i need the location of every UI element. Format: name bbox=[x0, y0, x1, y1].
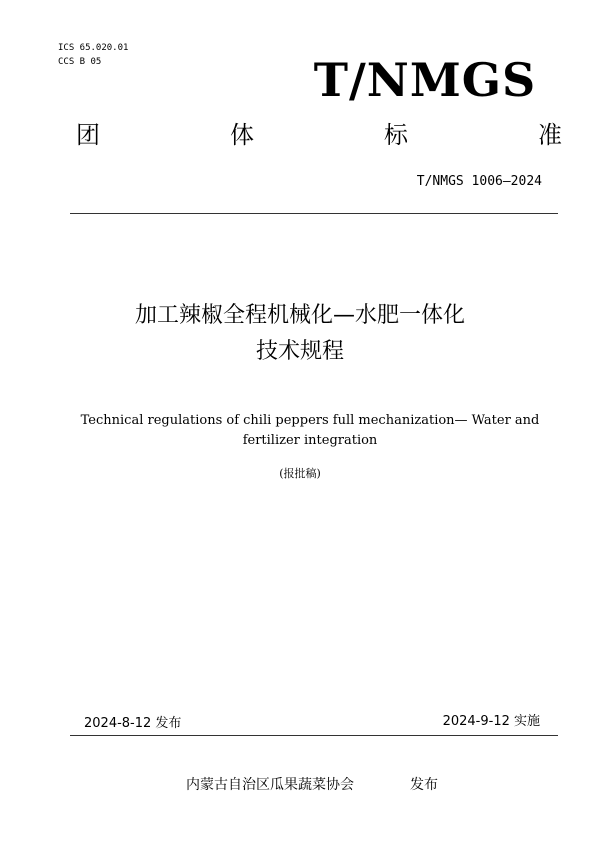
chinese-title-line-2: 技术规程 bbox=[255, 339, 344, 364]
standard-logo: T/NMGS bbox=[313, 53, 537, 107]
standard-type-heading bbox=[76, 120, 562, 150]
english-title-line-1: Technical regulations of chili peppers full mechanization— Water and bbox=[80, 413, 540, 428]
bottom-divider bbox=[70, 735, 558, 736]
implementation-date: 2024-9-12 实施 bbox=[442, 714, 540, 729]
draft-status: (报批稿) bbox=[279, 467, 321, 480]
chinese-title-line-1: 加工辣椒全程机械化—水肥一体化 bbox=[134, 303, 465, 328]
standard-type-char: 体 bbox=[230, 121, 254, 149]
standard-type-char: 标 bbox=[384, 121, 408, 149]
publish-label: 发布 bbox=[410, 777, 438, 793]
english-title-line-2: fertilizer integration bbox=[242, 433, 378, 448]
standard-number: T/NMGS 1006—2024 bbox=[416, 174, 542, 189]
issue-date: 2024-8-12 发布 bbox=[84, 716, 182, 731]
ccs-code: CCS B 05 bbox=[58, 57, 102, 67]
top-divider bbox=[70, 213, 558, 214]
issuing-organization: 内蒙古自治区瓜果蔬菜协会 bbox=[186, 777, 354, 793]
standard-type-char: 团 bbox=[76, 121, 100, 149]
standard-type-char: 准 bbox=[538, 121, 562, 149]
ics-code: ICS 65.020.01 bbox=[58, 43, 129, 53]
